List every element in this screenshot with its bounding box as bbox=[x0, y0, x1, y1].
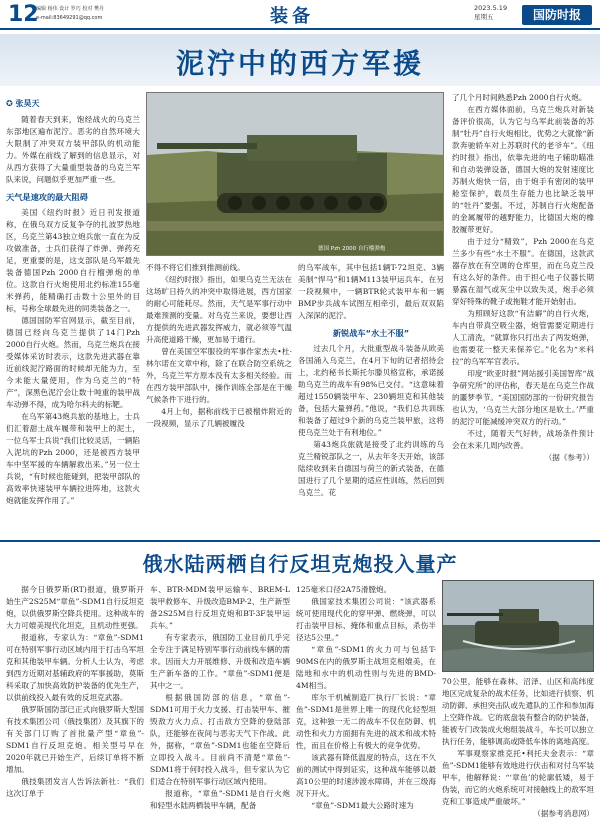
issue-date: 2023.5.19 bbox=[474, 4, 508, 12]
article1-column-1 bbox=[6, 92, 140, 536]
paragraph: 军事观察家推克托•利托夫金表示：“章鱼”-SDM1能够有效地进行伏击和对付乌军装甲车，他解释说：“‘章鱼’的轮廓低矮，易于伪装，而它的火炮系统可对接触线上的敌军坦克和工事造成严重破坏。” bbox=[442, 749, 594, 806]
paragraph: 的乌军战车，其中包括1辆T-72坦克、3辆美制“悍马”和1辆M113装甲运兵车。在另一段视频中，一辆BTR轮式装甲车和一辆BMP步兵战车试图互相牵引，最后双双陷入深深的泥泞。 bbox=[298, 263, 444, 320]
article2-title: 俄水陆两栖自行反坦克炮投入量产 bbox=[142, 552, 458, 576]
paragraph: 德国国防军官网显示，截至目前，德国已经向乌克兰提供了14门Pzh 2000自行火炮。然而，乌克兰炮兵在接受媒体采访时表示，这款先进武器在靠近前线泥泞路面的时候却无能为力，至今未能大量使用，作为乌克兰的“特产”，深黑色泥泞会让数十吨重的装甲战车动弹不得，成为哈尔科夫的标靶。 bbox=[6, 316, 140, 409]
paragraph: 第43炮兵旅就是接受了北约训练的乌克兰精锐部队之一，从去年冬天开始，该部陆续收到来自德国与荷兰的新式装备，在德国进行了几个星期的适应性训练，然后回到乌克兰。花 bbox=[298, 440, 444, 497]
howitzer-photo bbox=[146, 92, 444, 256]
paragraph: 曾在美国空军服役的军事作家杰夫•杜·林尔诺在文章中称，除了在联合防空系统之外，乌克兰军方原本没有太多相关经验。而在西方装甲部队中，操作训练全部是在干燥气候条件下进行的。 bbox=[146, 347, 292, 404]
editor-credits: 编辑 杨伟 设计 罗巧 校对 樊丹 bbox=[36, 6, 104, 12]
paragraph: 俄罗斯国防部已正式向俄罗斯大型国有技术集团公司（俄技集团）及其旗下的有关部门订购了首批量产型“章鱼”-SDM1自行反坦克炮。相关型号早在2020年就已开始生产，后续订单将不断增加。 bbox=[6, 705, 144, 774]
paragraph: 俄技集团发言人告诉法新社：“我们这次订单于 bbox=[6, 777, 144, 798]
article2-column-2 bbox=[150, 584, 290, 824]
amphibious-vehicle-photo bbox=[442, 580, 594, 672]
paragraph: 4月上旬，据称前线于已被榴炸附近的一段视频，显示了几辆被履没 bbox=[146, 407, 292, 428]
article1-banner bbox=[0, 34, 600, 86]
article2-column-4 bbox=[442, 676, 594, 826]
paragraph: “章鱼”-SDM1的火力可与包括T-90MS在内的俄罗斯主战坦克相媲美，在陆地和水中的机动性则与先进的BMD-4M相当。 bbox=[296, 645, 436, 690]
article1-author: ✪ 张昊天 bbox=[6, 99, 40, 108]
article2-banner bbox=[0, 546, 600, 578]
article1-column-2 bbox=[146, 262, 292, 536]
paragraph: 为照顾好这款“有洁癖”的自行火炮，车内自带真空吸尘器，炮管需要定期进行人工清洗，“就算你只打出去了两发炮弹，也需要花一整天来保养它。”化名为“米科拉”的乌军军官表示。 bbox=[452, 309, 594, 366]
paragraph: “章鱼”-SDM1最大公路时速为 bbox=[311, 801, 414, 810]
paragraph: 《纽约时报》指出，如果乌克兰无法在这场旷日持久的冲突中取得进展，西方国家的耐心可能耗尽。然而，天气是军事行动中最难预测的变量。对乌克兰来说，要想让西方提供的先进武器发挥威力，就必须等气温升高使道路干燥，更加易于通行。 bbox=[146, 275, 292, 344]
article2-source: （据参考消息网） bbox=[533, 809, 594, 818]
paragraph: 随着春天到来，饱经战火的乌克兰东部地区遍布泥泞。恶劣的自然环境大大限制了冲突双方装甲部队的机动能力。外媒在前线了解到的信息显示，对从西方获得了大量重型装备的乌克兰军队来说，问题似乎更加严重一些。 bbox=[6, 115, 140, 184]
issue-weekday: 星期五 bbox=[474, 13, 494, 21]
paragraph: 在乌军第43炮兵旅的基地上，士兵们汇着甜土战车履带和装甲上的泥土，一位乌军士兵说“我们比较灵活，一辆陷入泥坑的Pzh 2000，还是被西方装甲车中坚军援的车辆解救出来。”另一位士兵说，“有时候也能碰到，把装甲部队的高效率快速装甲车辆拉进阵地，这款火炮就能发挥作用了。” bbox=[6, 412, 140, 505]
paragraph: 车、BTR-MDM装甲运输车、BREM-L装甲救修车、升级改造BMP-2、生产新型备2S25M自行反坦克炮和BT-3F装甲运兵车。” bbox=[150, 585, 290, 630]
paragraph: 库尔干机械制造厂执行厂长说：“章鱼”-SDM1是世界上唯一的现代化轻型坦克，这种独一无二的战车不仅在防御、机动性和火力方面拥有先进的战术和战术特性，而且在价格上有极大的竞争优势。 bbox=[296, 693, 436, 750]
page-header bbox=[0, 0, 600, 30]
paragraph: 该武器有降低温度的特点，这在不久前的测试中得到证实，这种战车能够以最高10公里的时速涉渡水障碍，并在三级海况下开火。 bbox=[296, 753, 436, 798]
article1-source: （据《参考》） bbox=[544, 453, 594, 462]
article1-subheading-2: 新锐战车“水土不服” bbox=[332, 328, 410, 338]
author-name: 张昊天 bbox=[15, 99, 40, 108]
article1-subheading-1: 天气是速攻的最大阻碍 bbox=[6, 192, 88, 202]
paragraph: 印度“欧亚时报”网站援引美国智库“战争研究所”的评估称，春天是在乌克兰作战的噩梦季节。“美国国防部的一份研究报告也认为，‘乌克兰大部分地区是软土。’严重的泥泞可能减缓冲突双方的行动。” bbox=[452, 369, 594, 426]
paragraph: 70公里，能够在森林、沼泽、山区和高纬度地区完成复杂的战术任务，比如进行侦察、机动防御、承担突击队或先遣队的工作和参加海上空降作战。它的底盘装有整合的防护装备，能被专门改装成火炮组装战斗，车长可以独立执行任务，能够调高或降低车体的离地高度。 bbox=[442, 677, 594, 746]
article-divider bbox=[0, 540, 600, 542]
amphibious-vehicle-illustration bbox=[443, 581, 594, 672]
article1-column-4 bbox=[452, 92, 594, 536]
paragraph: 根据俄国防部的信息，“章鱼”-SDM1可用于火力支援、打击装甲车、摧毁敌方火力点、打击敌方空降的登陆部队，还能够在夜间与恶劣天气下作战。此外，据称，“章鱼”-SDM1也能在空降后立即投入战斗。目前尚不清楚“章鱼”-SDM1将于何时投入战斗，但专家认为它们适合在特别军事行动区域内使用。 bbox=[150, 693, 290, 786]
paragraph: 在西方媒体面前，乌克兰炮兵对新装备评价很高，认为它与乌军此前装备的苏制“牡丹”自行火炮相比，优势之大就像“新款奔驰轿车对上苏联时代的老爷车”。《纽约时报》指出，依靠先进的电子辅助瞄准和自动装弹设备，德国大炮的发射速度比苏制火炮快一倍，由于炮手有密闭的装甲舱室保护，载员生存能力也比缺乏装甲的“牡丹”要强。不过，苏制自行火炮配备的金属履带的越野能力，比德国大炮的橡胶履带更好。 bbox=[452, 105, 594, 234]
paragraph: 不过，随着天气好转，战场条件预计会在未来几周内改善。 bbox=[452, 429, 594, 450]
article2-column-1 bbox=[6, 584, 144, 824]
contact-email: e-mail:83649291@qq.com bbox=[36, 15, 103, 21]
photo-caption: 德国 Pzh 2000 自行榴弹炮 bbox=[318, 246, 386, 252]
paragraph: 报道称，“章鱼”-SDM1是自行火炮和轻型水陆两栖装甲车辆，配备 bbox=[150, 789, 290, 810]
article1-title: 泥泞中的西方军援 bbox=[175, 47, 424, 80]
paragraph: 了几个月时间熟悉Pzh 2000自行火炮。 bbox=[452, 93, 587, 102]
paragraph: 据今日俄罗斯(RT)报道，俄罗斯开始生产2S25M“章鱼”-SDM1自行反坦克炮，以供俄罗斯空降兵使用。这种战车的大力可媲美现代化坦克，且机动性更强。 bbox=[6, 585, 144, 630]
paragraph: 过去几个月，大批重型战斗装备从欧美各国涌入乌克兰，在4月下旬的记者招待会上，北约秘书长斯托尔滕贝格宣称，承诺援助乌克兰的战车有98%已交付。“这意味着超过1550辆装甲车、230辆坦克和其他装备，包括大量弹药。”他说，“我们总共训练和装备了超过9个新的乌克兰装甲旅，这将使乌克兰处于有利地位。” bbox=[298, 344, 444, 437]
article2-column-3 bbox=[296, 584, 436, 824]
paragraph: 不得不将它们推到推测前线。 bbox=[146, 263, 245, 272]
newspaper-logo: 国防时报 bbox=[522, 5, 592, 25]
issue-date-block bbox=[474, 4, 507, 22]
paragraph: 由于过分“精致”，Pzh 2000在乌克兰多少有些“水土不服”。在德国，这款武器存放在有空调的仓库里，而在乌克兰没有这么好的条件。由于担心电子仪器长期暴露在湿气或灰尘中以致失灵，炮手必须穿好特殊的靴子或拖鞋才能开始射击。 bbox=[452, 237, 594, 306]
paragraph: 125毫米口径2A75滑膛炮。 bbox=[296, 585, 392, 594]
paragraph: 俄国家技术集团公司说：“该武器系统可使用现代化的穿甲弹、燃烧弹，可以打击装甲目标、掩体和重点目标，杀伤半径达5公里。” bbox=[296, 597, 436, 642]
paragraph: 有专家表示，俄国防工业目前几乎完全专注于满足特别军事行动前线车辆的需求。因而大力开展维修、升级和改造车辆生产新车备的工作。“章鱼”-SDM1便是其中之一。 bbox=[150, 633, 290, 690]
paragraph: 美国《纽约时报》近日刊发报道称，在俄乌双方反复争夺的扎波罗热地区，乌克兰第43独立炮兵旅一直在为反攻做准备，士兵们获得了炸弹、弹药充足，更重要的是，这支部队是乌军最先装备德国Pzh 2000自行榴弹炮的单位。这款自行火炮使用北约标准155毫米弹药，能精确打击数十公里外的目标，号称全球最先进的同类装备之一。 bbox=[6, 208, 140, 313]
section-title: 装备 bbox=[270, 6, 314, 27]
page-number: 12 bbox=[8, 2, 39, 27]
paragraph: 报道称，专家认为：“章鱼”-SDM1可在特别军事行动区域内用于打击乌军坦克和其他装甲车辆。分析人士认为，考虑到西方近期对基辅政府的军事援助，莫斯科采取了加快高效防护装备的优先生产，以供前线投入最有效的反坦克武器。 bbox=[6, 633, 144, 702]
article1-column-3 bbox=[298, 262, 444, 536]
howitzer-illustration bbox=[147, 93, 444, 256]
